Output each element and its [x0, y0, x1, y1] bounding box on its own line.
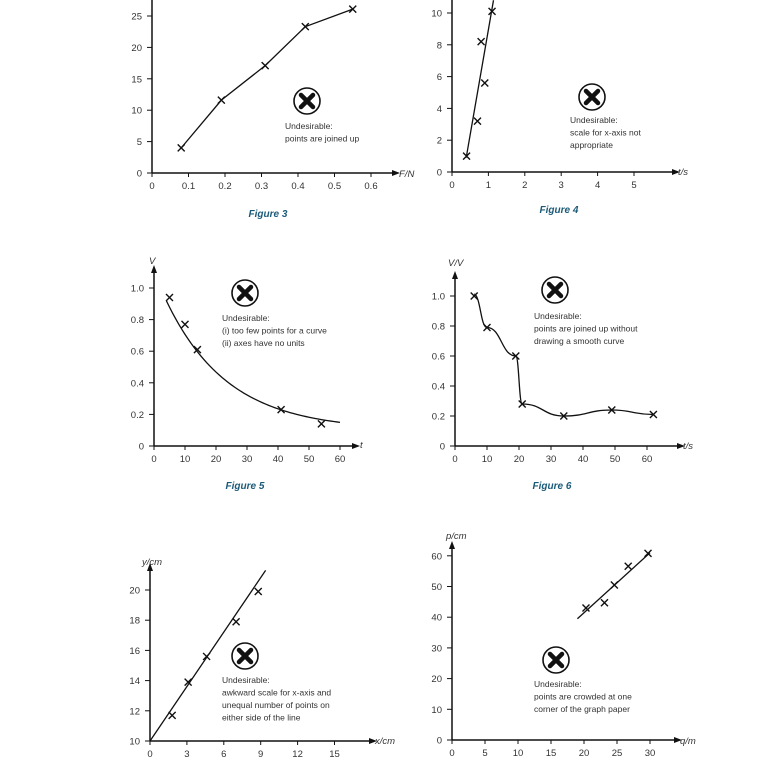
x-tick-label: 40: [577, 454, 589, 465]
x-tick-label: 15: [545, 748, 557, 759]
x-tick-label: 0.4: [291, 181, 305, 192]
figure-caption: Figure 4: [539, 205, 579, 216]
y-tick-label: 0.4: [130, 378, 144, 390]
data-point: [262, 62, 269, 69]
y-tick-label: 20: [131, 42, 142, 54]
x-tick-label: 5: [482, 748, 488, 759]
y-axis-label: V: [149, 256, 156, 267]
y-tick-label: 6: [436, 72, 442, 84]
x-tick-label: 30: [545, 454, 557, 465]
x-tick-label: 5: [631, 180, 637, 191]
y-tick-label: 40: [431, 612, 442, 624]
y-tick-label: 16: [129, 645, 140, 657]
y-tick-label: 0.6: [130, 346, 144, 358]
data-point: [169, 712, 176, 719]
x-tick-label: 4: [594, 180, 601, 191]
y-tick-label: 2: [436, 135, 442, 147]
annotation-line: (ii) axes have no units: [222, 338, 305, 348]
x-tick-label: 50: [609, 454, 621, 465]
y-tick-label: 10: [129, 736, 140, 748]
figure-caption: Figure 5: [225, 481, 265, 492]
x-tick-label: 0: [449, 748, 455, 759]
x-tick-label: 10: [512, 748, 524, 759]
x-tick-label: 10: [481, 454, 493, 465]
data-point: [478, 38, 485, 45]
y-tick-label: 1.0: [431, 291, 445, 303]
data-point: [611, 581, 618, 588]
x-tick-label: 9: [258, 749, 264, 760]
annotation-line: Undesirable:: [534, 679, 582, 689]
data-point: [474, 118, 481, 125]
x-axis-label: t/s: [683, 441, 694, 452]
x-tick-label: 0.5: [327, 181, 342, 192]
annotation-line: appropriate: [570, 140, 614, 150]
data-point: [645, 550, 652, 557]
x-tick-label: 60: [334, 454, 346, 465]
undesirable-cross-icon: [542, 277, 568, 303]
y-tick-label: 0: [436, 167, 442, 179]
annotation-line: Undesirable:: [285, 121, 333, 131]
data-point: [302, 23, 309, 30]
y-axis-arrow: [449, 541, 455, 549]
y-tick-label: 0: [436, 735, 442, 747]
x-tick-label: 12: [292, 749, 303, 760]
x-tick-label: 2: [522, 180, 528, 191]
x-tick-label: 60: [641, 454, 653, 465]
chart-5: [129, 557, 395, 760]
y-tick-label: 5: [136, 137, 142, 149]
y-tick-label: 0.8: [130, 315, 144, 327]
chart-2: [431, 0, 688, 216]
chart-6: [431, 531, 696, 759]
y-tick-label: 4: [436, 103, 442, 115]
y-tick-label: 14: [129, 676, 140, 688]
y-axis-label: y/cm: [142, 557, 163, 568]
x-tick-label: 0: [449, 180, 455, 191]
x-tick-label: 0.3: [254, 181, 269, 192]
y-axis-label: p/cm: [446, 531, 467, 542]
chart-1: [131, 0, 414, 220]
x-axis-label: x/cm: [375, 736, 396, 747]
x-axis-label: F/N: [399, 169, 415, 180]
x-axis-label: q/m: [680, 736, 696, 747]
x-tick-label: 15: [329, 749, 340, 760]
y-tick-label: 30: [431, 643, 442, 655]
y-tick-label: 0: [439, 441, 445, 453]
annotation-line: either side of the line: [222, 712, 301, 723]
data-point: [349, 6, 356, 13]
x-tick-label: 0.6: [364, 181, 378, 192]
y-tick-label: 60: [431, 551, 442, 563]
annotation-line: corner of the graph paper: [534, 704, 630, 714]
data-point: [233, 618, 240, 625]
y-tick-label: 0: [138, 441, 144, 453]
annotation-line: drawing a smooth curve: [534, 336, 625, 346]
x-tick-label: 30: [241, 454, 253, 465]
y-tick-label: 8: [436, 40, 442, 52]
undesirable-cross-icon: [232, 643, 258, 669]
data-point: [318, 420, 325, 427]
y-tick-label: 0.2: [130, 409, 144, 421]
data-point: [625, 563, 632, 570]
x-axis-label: t: [360, 440, 363, 451]
annotation-line: (i) too few points for a curve: [222, 325, 327, 336]
y-tick-label: 10: [131, 105, 142, 117]
data-point: [481, 79, 488, 86]
x-tick-label: 30: [644, 748, 656, 759]
y-tick-label: 0: [136, 168, 142, 180]
data-point: [166, 294, 173, 301]
y-tick-label: 10: [431, 704, 442, 716]
data-point: [255, 588, 262, 595]
undesirable-cross-icon: [543, 647, 569, 673]
chart-4: [432, 258, 693, 492]
data-point: [203, 653, 210, 660]
y-tick-label: 20: [431, 674, 442, 686]
best-fit-line: [466, 0, 493, 157]
y-tick-label: 12: [129, 706, 140, 718]
x-tick-label: 0.2: [218, 181, 232, 192]
data-point: [218, 97, 225, 104]
annotation-line: points are joined up without: [534, 323, 638, 334]
annotation-line: Undesirable:: [570, 115, 618, 125]
x-tick-label: 0.1: [181, 181, 196, 192]
x-tick-label: 40: [272, 454, 284, 465]
y-tick-label: 0.6: [431, 351, 445, 363]
y-axis-arrow: [452, 271, 458, 279]
data-point: [178, 144, 185, 151]
x-tick-label: 0: [452, 454, 458, 465]
y-tick-label: 25: [131, 11, 142, 23]
y-tick-label: 50: [431, 582, 442, 593]
annotation-line: Undesirable:: [222, 675, 270, 685]
chart-3: [131, 256, 363, 492]
undesirable-cross-icon: [294, 88, 320, 114]
y-tick-label: 0.4: [431, 381, 445, 393]
x-tick-label: 20: [513, 454, 525, 465]
annotation-line: awkward scale for x-axis and: [222, 687, 332, 698]
x-tick-label: 3: [184, 749, 190, 760]
x-tick-label: 20: [578, 748, 590, 759]
undesirable-cross-icon: [232, 280, 258, 306]
annotation-line: unequal number of points on: [222, 700, 330, 710]
annotation-line: scale for x-axis not: [570, 127, 641, 138]
y-tick-label: 15: [131, 74, 142, 86]
annotation-line: Undesirable:: [222, 313, 270, 323]
x-tick-label: 25: [611, 748, 623, 759]
x-tick-label: 3: [558, 180, 564, 191]
figure-caption: Figure 6: [532, 481, 572, 492]
x-tick-label: 6: [221, 749, 227, 760]
annotation-line: Undesirable:: [534, 311, 582, 321]
x-axis-label: t/s: [678, 167, 689, 178]
x-tick-label: 50: [303, 454, 315, 465]
data-point: [601, 599, 608, 606]
x-axis-arrow: [352, 443, 360, 449]
y-tick-label: 20: [129, 585, 140, 597]
x-tick-label: 0: [151, 454, 157, 465]
y-tick-label: 1.0: [130, 283, 144, 295]
annotation-line: points are joined up: [285, 133, 360, 144]
undesirable-cross-icon: [579, 84, 605, 110]
y-tick-label: 0.2: [431, 411, 445, 423]
y-axis-label: V/V: [448, 258, 464, 269]
x-tick-label: 1: [485, 180, 492, 191]
x-tick-label: 10: [179, 454, 191, 465]
x-tick-label: 20: [210, 454, 222, 465]
annotation-line: points are crowded at one: [534, 691, 632, 702]
y-tick-label: 0.8: [431, 321, 445, 333]
y-tick-label: 18: [129, 615, 140, 627]
x-tick-label: 0: [147, 749, 153, 760]
y-tick-label: 10: [431, 8, 442, 20]
data-point: [182, 321, 189, 328]
x-tick-label: 0: [149, 181, 155, 192]
figure-caption: Figure 3: [248, 209, 288, 220]
